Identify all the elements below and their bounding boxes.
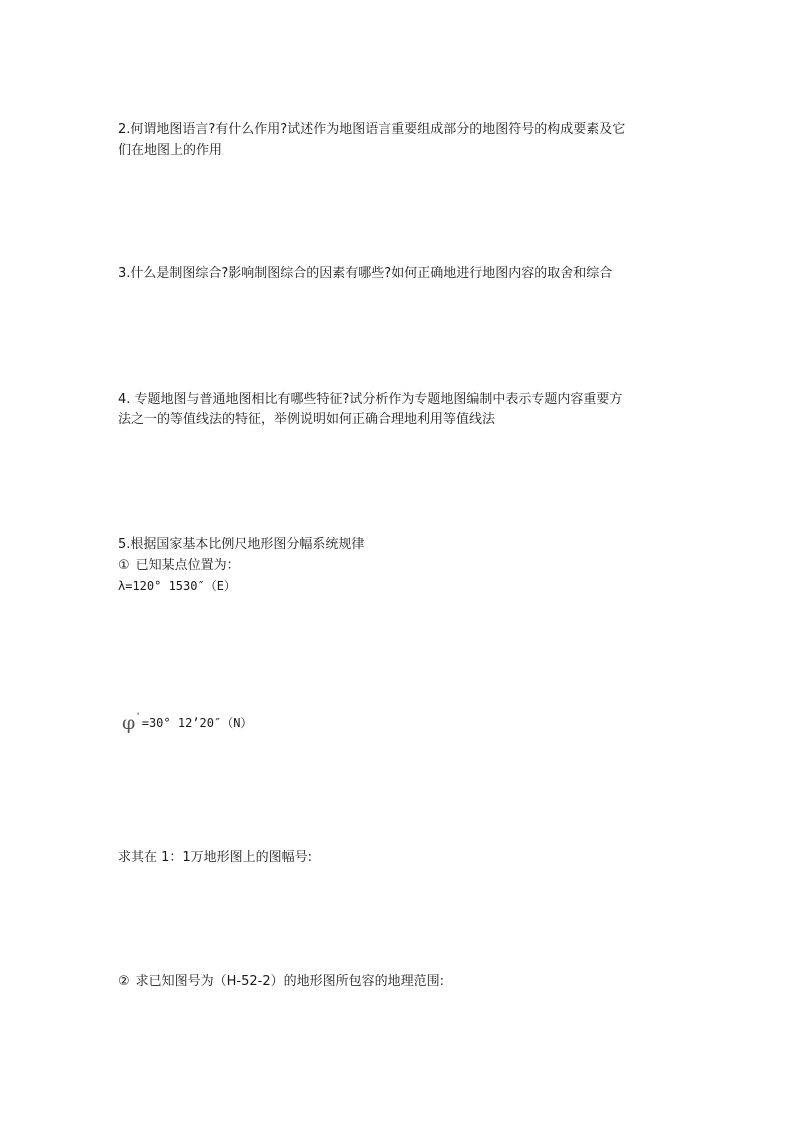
question-4-line-1: 4. 专题地图与普通地图相比有哪些特征?试分析作为专题地图编制中表示专题内容重要方	[118, 392, 623, 407]
latitude-value: =30° 12’20″（N）	[141, 716, 253, 730]
latitude-line	[122, 711, 252, 735]
question-3-line-1: 3.什么是制图综合?影响制图综合的因素有哪些?如何正确地进行地图内容的取舍和综合	[118, 266, 613, 281]
question-2-line-2: 们在地图上的作用	[118, 143, 223, 158]
longitude-value: λ=120° 1530″（E）	[118, 579, 236, 593]
question-5-part-1	[118, 556, 240, 576]
question-5-title: 5.根据国家基本比例尺地形图分幅系统规律	[118, 537, 365, 552]
phi-prime: '	[135, 712, 141, 722]
question-5-part-2	[118, 972, 444, 992]
question-5-ask-1: 求其在 1：1万地形图上的图幅号:	[118, 850, 313, 865]
circled-one-marker: ①	[118, 558, 130, 573]
phi-symbol: φ	[122, 712, 136, 734]
part-1-text: 已知某点位置为：	[135, 558, 240, 573]
part-2-text: 求已知图号为（H-52-2）的地形图所包容的地理范围:	[135, 974, 445, 989]
circled-two-marker: ②	[118, 974, 130, 989]
question-2-line-1: 2.何谓地图语言?有什么作用?试述作为地图语言重要组成部分的地图符号的构成要素及它	[118, 122, 626, 137]
question-4-line-2: 法之一的等值线法的特征，举例说明如何正确合理地利用等值线法	[118, 412, 496, 427]
